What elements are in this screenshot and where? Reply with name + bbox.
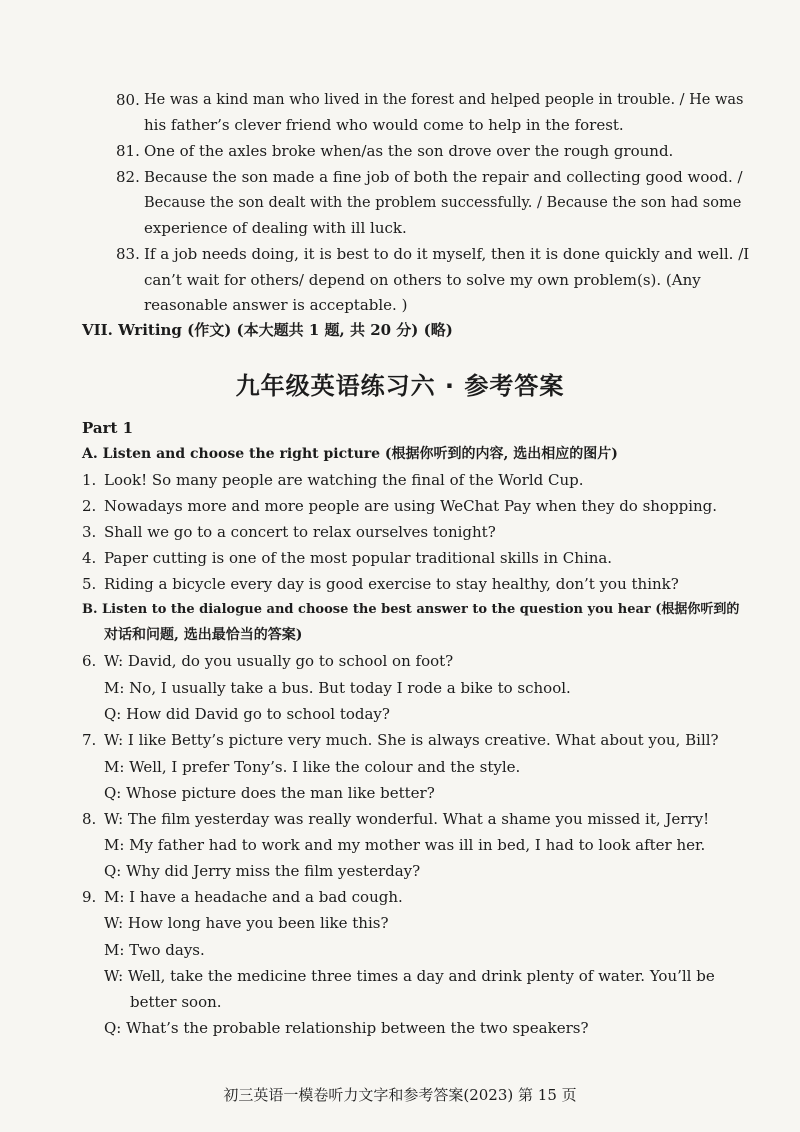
dialogue-9-line-2: W: How long have you been like this? bbox=[104, 914, 389, 932]
item-number-2: 2. bbox=[82, 497, 97, 515]
section-a-heading: A. Listen and choose the right picture (根据你听到的内容, 选出相应的图片) bbox=[82, 446, 618, 462]
item-number-8: 8. bbox=[82, 810, 97, 828]
dialogue-9-question: Q: What’s the probable relationship between the two speakers? bbox=[104, 1019, 589, 1037]
answer-number-82: 82. bbox=[116, 168, 140, 186]
answer-82-line-1: Because the son made a fine job of both the repair and collecting good wood. / bbox=[144, 168, 743, 186]
section-b-heading-line-2: 对话和问题, 选出最恰当的答案) bbox=[104, 627, 303, 643]
item-number-6: 6. bbox=[82, 652, 97, 670]
item-5-text: Riding a bicycle every day is good exercise to stay healthy, don’t you think? bbox=[104, 575, 679, 593]
item-number-1: 1. bbox=[82, 471, 97, 489]
answer-80-line-1: He was a kind man who lived in the forest and helped people in trouble. / He was bbox=[144, 92, 744, 108]
item-number-4: 4. bbox=[82, 549, 97, 567]
section-title: 九年级英语练习六 · 参考答案 bbox=[235, 372, 565, 400]
item-3-text: Shall we go to a concert to relax ourselves tonight? bbox=[104, 523, 496, 541]
dialogue-8-line-1: W: The film yesterday was really wonderful. What a shame you missed it, Jerry! bbox=[104, 810, 710, 828]
answer-81-line-1: One of the axles broke when/as the son drove over the rough ground. bbox=[144, 142, 674, 160]
item-number-7: 7. bbox=[82, 731, 97, 749]
answer-number-80: 80. bbox=[116, 91, 140, 109]
dialogue-9-line-1: M: I have a headache and a bad cough. bbox=[104, 888, 403, 906]
dialogue-7-line-2: M: Well, I prefer Tony’s. I like the colour and the style. bbox=[104, 758, 521, 776]
page-footer: 初三英语一模卷听力文字和参考答案(2023) 第 15 页 bbox=[223, 1086, 577, 1104]
writing-section-heading: VII. Writing (作文) (本大题共 1 题, 共 20 分) (略) bbox=[82, 321, 453, 339]
dialogue-6-line-1: W: David, do you usually go to school on foot? bbox=[104, 652, 454, 670]
dialogue-9-line-4: W: Well, take the medicine three times a day and drink plenty of water. You’ll be bbox=[104, 967, 715, 985]
answer-number-81: 81. bbox=[116, 142, 140, 160]
item-2-text: Nowadays more and more people are using WeChat Pay when they do shopping. bbox=[104, 497, 718, 515]
dialogue-8-question: Q: Why did Jerry miss the film yesterday? bbox=[104, 862, 421, 880]
answer-80-line-2: his father’s clever friend who would come to help in the forest. bbox=[144, 116, 624, 134]
part-1-label: Part 1 bbox=[82, 419, 134, 437]
section-b-heading-line-1: B. Listen to the dialogue and choose the best answer to the question you hear (根据你听到的 bbox=[82, 602, 740, 617]
dialogue-7-question: Q: Whose picture does the man like better? bbox=[104, 784, 435, 802]
dialogue-9-line-4-cont: better soon. bbox=[130, 993, 222, 1011]
item-number-9: 9. bbox=[82, 888, 97, 906]
item-4-text: Paper cutting is one of the most popular traditional skills in China. bbox=[104, 549, 613, 567]
item-number-3: 3. bbox=[82, 523, 97, 541]
answer-82-line-3: experience of dealing with ill luck. bbox=[144, 219, 407, 237]
answer-83-line-1: If a job needs doing, it is best to do it myself, then it is done quickly and well. /I bbox=[144, 245, 750, 263]
dialogue-7-line-1: W: I like Betty’s picture very much. She is always creative. What about you, Bill? bbox=[104, 731, 719, 749]
dialogue-6-line-2: M: No, I usually take a bus. But today I rode a bike to school. bbox=[104, 679, 571, 697]
answer-83-line-3: reasonable answer is acceptable. ) bbox=[144, 296, 408, 314]
item-number-5: 5. bbox=[82, 575, 97, 593]
answer-number-83: 83. bbox=[116, 245, 140, 263]
answer-82-line-2: Because the son dealt with the problem successfully. / Because the son had some bbox=[144, 195, 742, 211]
item-1-text: Look! So many people are watching the final of the World Cup. bbox=[104, 471, 584, 489]
dialogue-6-question: Q: How did David go to school today? bbox=[104, 705, 390, 723]
dialogue-9-line-3: M: Two days. bbox=[104, 941, 205, 959]
dialogue-8-line-2: M: My father had to work and my mother was ill in bed, I had to look after her. bbox=[104, 836, 706, 854]
answer-83-line-2: can’t wait for others/ depend on others to solve my own problem(s). (Any bbox=[144, 271, 701, 289]
